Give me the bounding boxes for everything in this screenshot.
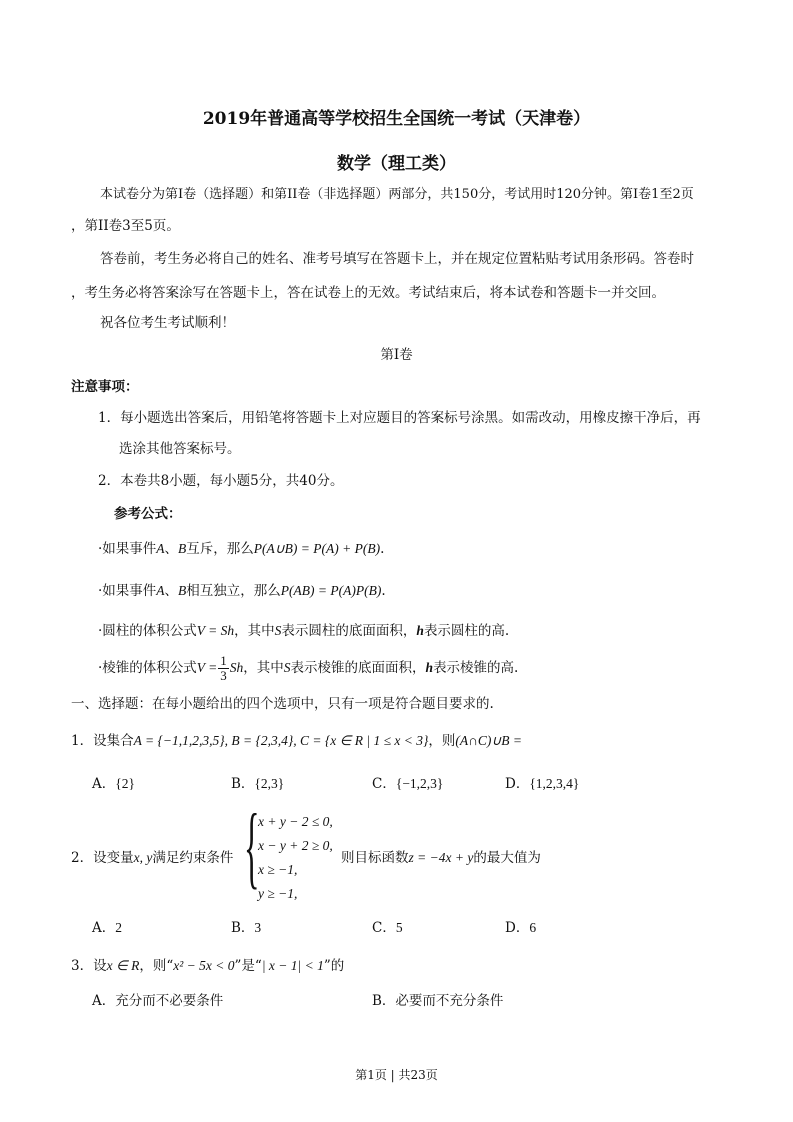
option-value: 2 [115, 920, 122, 935]
question-2-tail [341, 848, 541, 868]
fraction [218, 654, 229, 683]
q1-option-b[interactable] [231, 774, 284, 794]
math-var: B [178, 583, 187, 598]
intro-paragraph-2-line-2: ，考生务必将答案涂写在答题卡上，答在试卷上的无效。考试结束后，将本试卷和答题卡一并交回。 [71, 285, 665, 301]
page-subtitle: 数学（理工类） [337, 154, 456, 174]
notice-1-line-1: 1．每小题选出答案后，用铅笔将答题卡上对应题目的答案标号涂黑。如需改动，用橡皮擦干净后，再 [98, 410, 701, 426]
math-var: h [416, 623, 424, 638]
question-1 [71, 731, 522, 751]
q2-option-b[interactable] [231, 918, 261, 938]
math-var: B [178, 541, 187, 556]
question-3 [71, 956, 344, 976]
math-expression: | x − 1| < 1 [261, 958, 324, 973]
math-expression: (A∩C)∪B = [455, 733, 523, 748]
option-label: B． [372, 993, 396, 1009]
math-expression: P(AB) = P(A)P(B) [280, 583, 382, 598]
question-text: ，则“ [139, 958, 174, 974]
math-var: S [283, 660, 291, 675]
formula-text: 表示棱锥的高. [433, 660, 519, 676]
option-label: B． [231, 776, 255, 792]
option-value: {1,2,3,4} [529, 776, 580, 791]
page-title: 2019年普通高等学校招生全国统一考试（天津卷） [202, 109, 591, 129]
formula-4 [98, 652, 518, 684]
question-text: ”的 [323, 958, 345, 974]
question-text: 满足约束条件 [152, 850, 234, 866]
option-label: D． [505, 776, 530, 792]
constraint-1: x + y − 2 ≤ 0, [258, 814, 333, 829]
option-label: C． [372, 776, 396, 792]
math-expression: z = −4x + y [408, 850, 474, 865]
formula-text: ·如果事件 [98, 541, 157, 557]
option-value: 3 [254, 920, 262, 935]
math-expression: Sh [229, 660, 244, 675]
option-label: D． [505, 920, 530, 936]
formula-text: 互斥，那么 [186, 541, 254, 557]
notice-1-line-2: 选涂其他答案标号。 [119, 441, 241, 457]
math-expression: x² − 5x < 0 [173, 958, 235, 973]
formula-3 [98, 621, 509, 641]
formula-text: 表示棱锥的底面面积， [290, 660, 426, 676]
option-value: {−1,2,3} [395, 776, 444, 791]
formula-1 [98, 539, 384, 559]
formula-text: . [381, 583, 386, 599]
intro-paragraph-3: 祝各位考生考试顺利！ [100, 315, 235, 331]
question-text: 则目标函数 [341, 850, 409, 866]
math-expression: V = [196, 660, 218, 675]
option-label: A． [92, 993, 116, 1009]
constraint-4: y ≥ −1, [258, 886, 298, 901]
option-label: A． [92, 920, 116, 936]
q3-option-a[interactable] [92, 991, 223, 1011]
question-text: ”是“ [234, 958, 262, 974]
formula-2 [98, 581, 386, 601]
math-expression: x ∈ R [106, 958, 140, 973]
math-expression: A = {−1,1,2,3,5}, B = {2,3,4}, C = {x ∈ R | 1 ≤ x < 3} [133, 733, 429, 748]
formula-text: 表示圆柱的底面面积， [281, 623, 417, 639]
q2-option-d[interactable] [505, 918, 536, 938]
question-text: ，则 [428, 733, 456, 749]
formula-text: 、 [164, 583, 179, 599]
question-number: 2．设变量 [71, 850, 134, 866]
math-var: h [425, 660, 434, 675]
volume-label: 第I卷 [380, 347, 413, 363]
math-expression: x, y [133, 850, 153, 865]
formula-title: 参考公式： [114, 506, 182, 522]
option-value: 6 [529, 920, 537, 935]
formula-text: ，其中 [234, 623, 275, 639]
formula-text: ·棱锥的体积公式 [98, 660, 197, 676]
intro-paragraph-2-line-1: 答卷前，考生务必将自己的姓名、准考号填写在答题卡上，并在规定位置粘贴考试用条形码。答卷时 [100, 251, 694, 267]
formula-text: 、 [164, 541, 179, 557]
notice-title: 注意事项： [71, 379, 139, 395]
formula-text: 相互独立，那么 [186, 583, 281, 599]
page-footer: 第1页 | 共23页 [355, 1068, 438, 1082]
option-value: {2} [115, 776, 135, 791]
q1-option-d[interactable] [505, 774, 579, 794]
option-value: 5 [395, 920, 403, 935]
formula-text: . [380, 541, 385, 557]
option-value: 必要而不充分条件 [395, 993, 504, 1009]
question-text: 的最大值为 [473, 850, 541, 866]
fraction-denominator: 3 [220, 668, 227, 683]
q2-option-a[interactable] [92, 918, 122, 938]
formula-text: 表示圆柱的高. [423, 623, 510, 639]
q3-option-b[interactable] [372, 991, 503, 1011]
notice-2: 2．本卷共8小题，每小题5分，共40分。 [98, 473, 344, 489]
q1-option-a[interactable] [92, 774, 135, 794]
constraint-brace: { [244, 795, 260, 897]
q1-option-c[interactable] [372, 774, 443, 794]
math-var: A [156, 583, 165, 598]
option-label: A． [92, 776, 116, 792]
question-2-lead [71, 848, 233, 868]
constraint-3: x ≥ −1, [258, 862, 298, 877]
q2-option-c[interactable] [372, 918, 403, 938]
fraction-numerator: 1 [220, 653, 227, 668]
math-expression: V = Sh [196, 623, 235, 638]
constraint-2: x − y + 2 ≥ 0, [258, 838, 333, 853]
intro-paragraph-1-line-1: 本试卷分为第I卷（选择题）和第II卷（非选择题）两部分，共150分，考试用时120分钟。第I卷1至2页 [100, 187, 694, 202]
math-var: A [156, 541, 165, 556]
part1-heading: 一、选择题：在每小题给出的四个选项中，只有一项是符合题目要求的. [71, 696, 494, 712]
intro-paragraph-1-line-2: ，第II卷3至5页。 [71, 218, 180, 234]
formula-text: ·如果事件 [98, 583, 157, 599]
option-value: {2,3} [254, 776, 285, 791]
option-label: C． [372, 920, 396, 936]
question-number: 3．设 [71, 958, 107, 974]
formula-text: ·圆柱的体积公式 [98, 623, 197, 639]
question-number: 1．设集合 [71, 733, 134, 749]
formula-text: ，其中 [243, 660, 284, 676]
math-expression: P(A∪B) = P(A) + P(B) [253, 541, 381, 556]
option-label: B． [231, 920, 255, 936]
option-value: 充分而不必要条件 [115, 993, 224, 1009]
math-var: S [274, 623, 282, 638]
